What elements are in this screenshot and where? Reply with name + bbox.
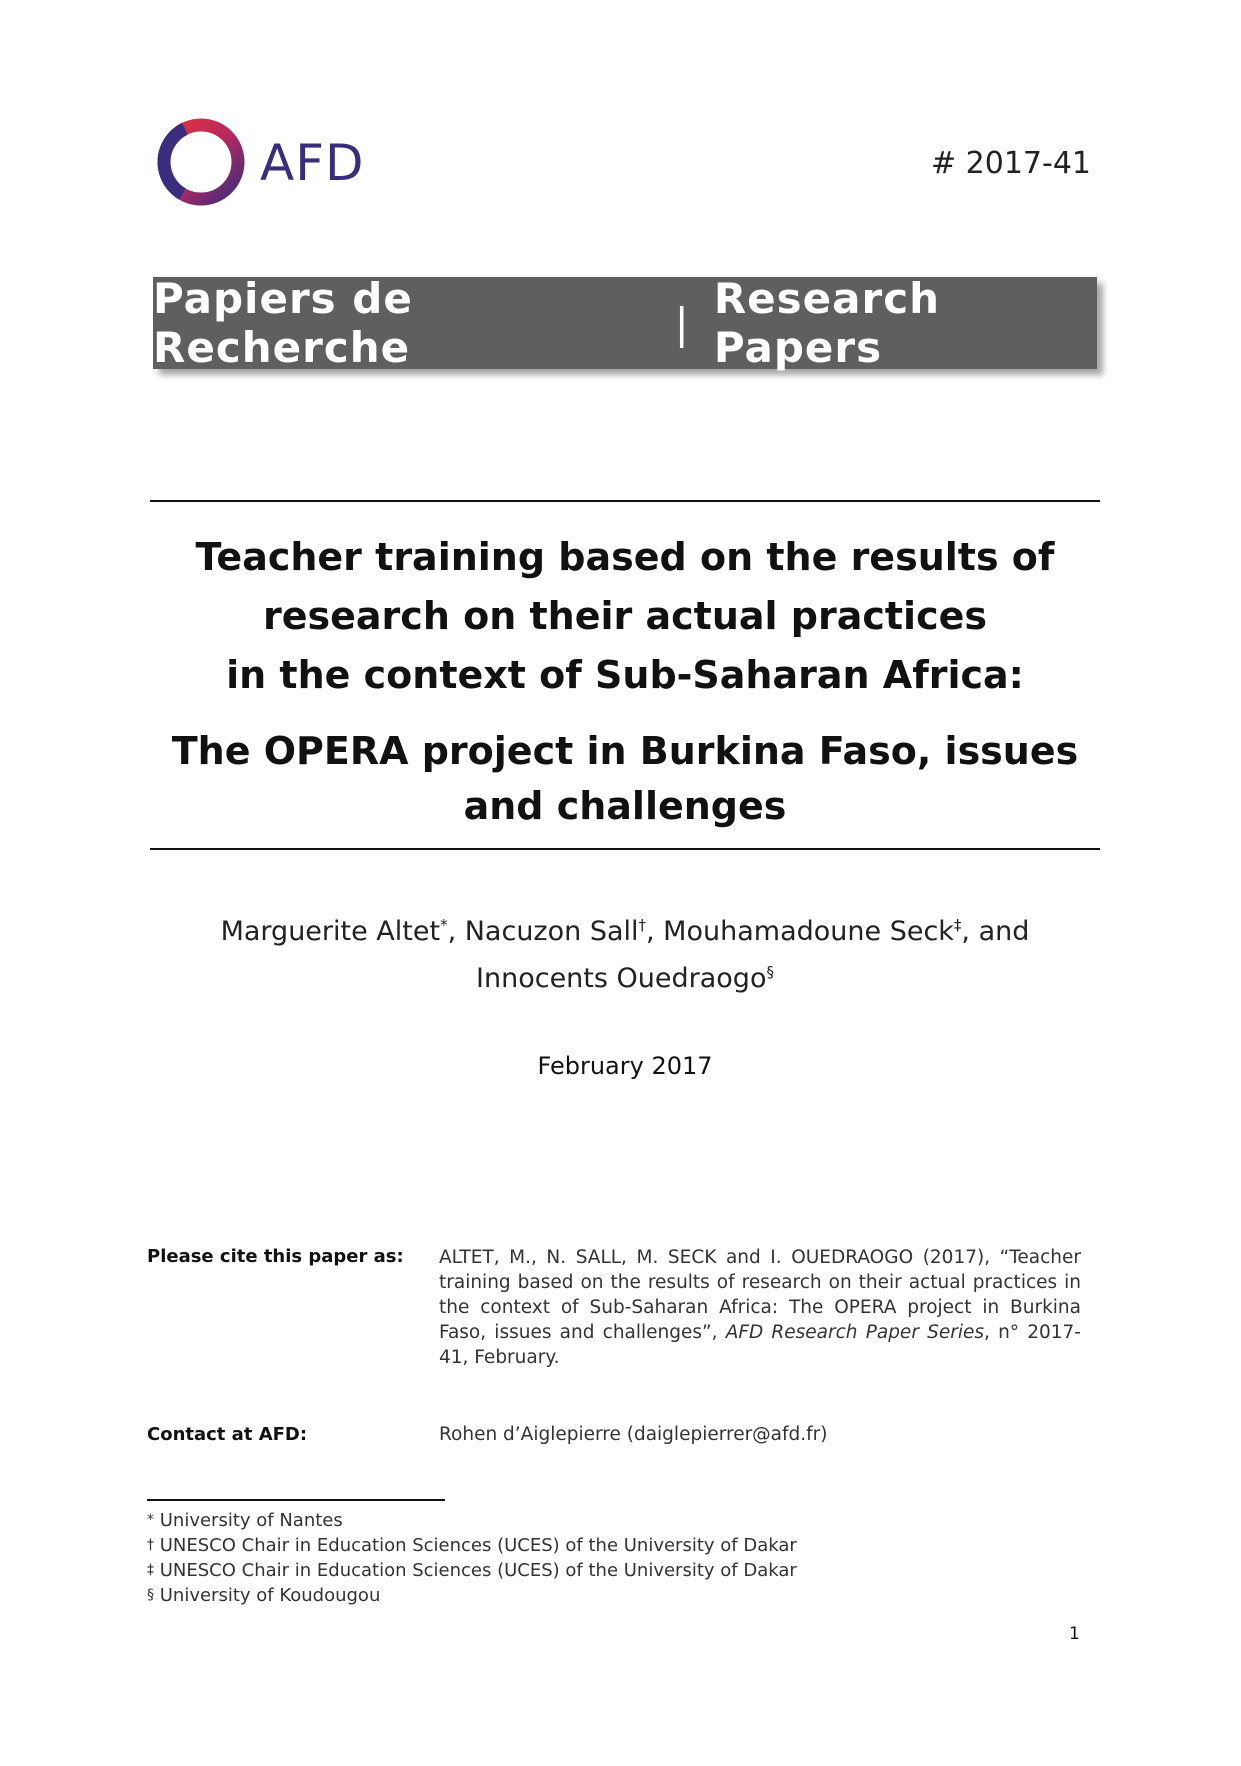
citation-end: , n° 2017-41, February. bbox=[439, 1322, 1081, 1368]
footnote-item bbox=[147, 1509, 797, 1534]
banner-french: Papiers de Recherche bbox=[153, 274, 413, 372]
author-mark: † bbox=[638, 916, 647, 934]
contact-text: Rohen d’Aiglepierre (daiglepierrer@afd.fr) bbox=[439, 1424, 828, 1445]
series-banner bbox=[153, 274, 1097, 372]
footnote-item bbox=[147, 1559, 797, 1584]
paper-number: # 2017-41 bbox=[930, 146, 1091, 181]
citation-main: ALTET, M., N. SALL, M. SECK and I. OUEDRAOGO (2017), “Teacher training based on the results of research on their actual practices in the context of Sub-Saharan Africa: The OPERA project in Burkina Faso, issues and challenges”, bbox=[439, 1247, 1081, 1343]
subtitle-line: The OPERA project in Burkina Faso, issues bbox=[171, 729, 1079, 773]
footnote-mark: * bbox=[147, 1512, 154, 1528]
title-top-rule bbox=[150, 500, 1100, 502]
footnote-mark: † bbox=[147, 1537, 154, 1553]
subtitle-line: and challenges bbox=[463, 784, 787, 828]
footnote-item bbox=[147, 1584, 797, 1609]
banner-english: Research Papers bbox=[713, 274, 940, 372]
citation-text bbox=[439, 1245, 1081, 1370]
contact-label: Contact at AFD: bbox=[147, 1424, 308, 1445]
author-conjunction: , and bbox=[961, 916, 1030, 947]
footnote-text: UNESCO Chair in Education Sciences (UCES) of the University of Dakar bbox=[159, 1560, 797, 1581]
title-line: in the context of Sub-Saharan Africa: bbox=[226, 653, 1024, 697]
title-bottom-rule bbox=[150, 848, 1100, 850]
author-mark: ‡ bbox=[953, 916, 962, 934]
footnote-rule bbox=[147, 1499, 445, 1501]
author-mark: * bbox=[440, 916, 448, 934]
logo-text: AFD bbox=[260, 134, 365, 192]
author-name: Innocents Ouedraogo bbox=[476, 963, 767, 994]
afd-logo bbox=[155, 116, 415, 212]
footnote-text: UNESCO Chair in Education Sciences (UCES) of the University of Dakar bbox=[159, 1535, 797, 1556]
author-name: Marguerite Altet bbox=[220, 916, 441, 947]
paper-title bbox=[160, 528, 1090, 705]
citation-series: AFD Research Paper Series bbox=[725, 1322, 984, 1343]
author-name: , Mouhamadoune Seck bbox=[646, 916, 954, 947]
title-line: Teacher training based on the results of bbox=[195, 535, 1055, 579]
paper-subtitle bbox=[160, 724, 1090, 834]
author-mark: § bbox=[766, 963, 774, 981]
afd-ring-icon bbox=[155, 116, 247, 208]
footnote-mark: § bbox=[147, 1587, 154, 1603]
title-line: research on their actual practices bbox=[263, 594, 987, 638]
author-list bbox=[160, 905, 1090, 999]
page-number: 1 bbox=[1069, 1624, 1080, 1644]
cite-label: Please cite this paper as: bbox=[147, 1246, 404, 1267]
footnote-item bbox=[147, 1534, 797, 1559]
footnote-text: University of Koudougou bbox=[159, 1585, 381, 1606]
publication-date: February 2017 bbox=[537, 1052, 713, 1080]
footnote-mark: ‡ bbox=[147, 1562, 154, 1578]
author-name: , Nacuzon Sall bbox=[447, 916, 639, 947]
footnote-text: University of Nantes bbox=[159, 1510, 343, 1531]
banner-separator: | bbox=[674, 298, 690, 348]
footnotes bbox=[147, 1509, 797, 1609]
